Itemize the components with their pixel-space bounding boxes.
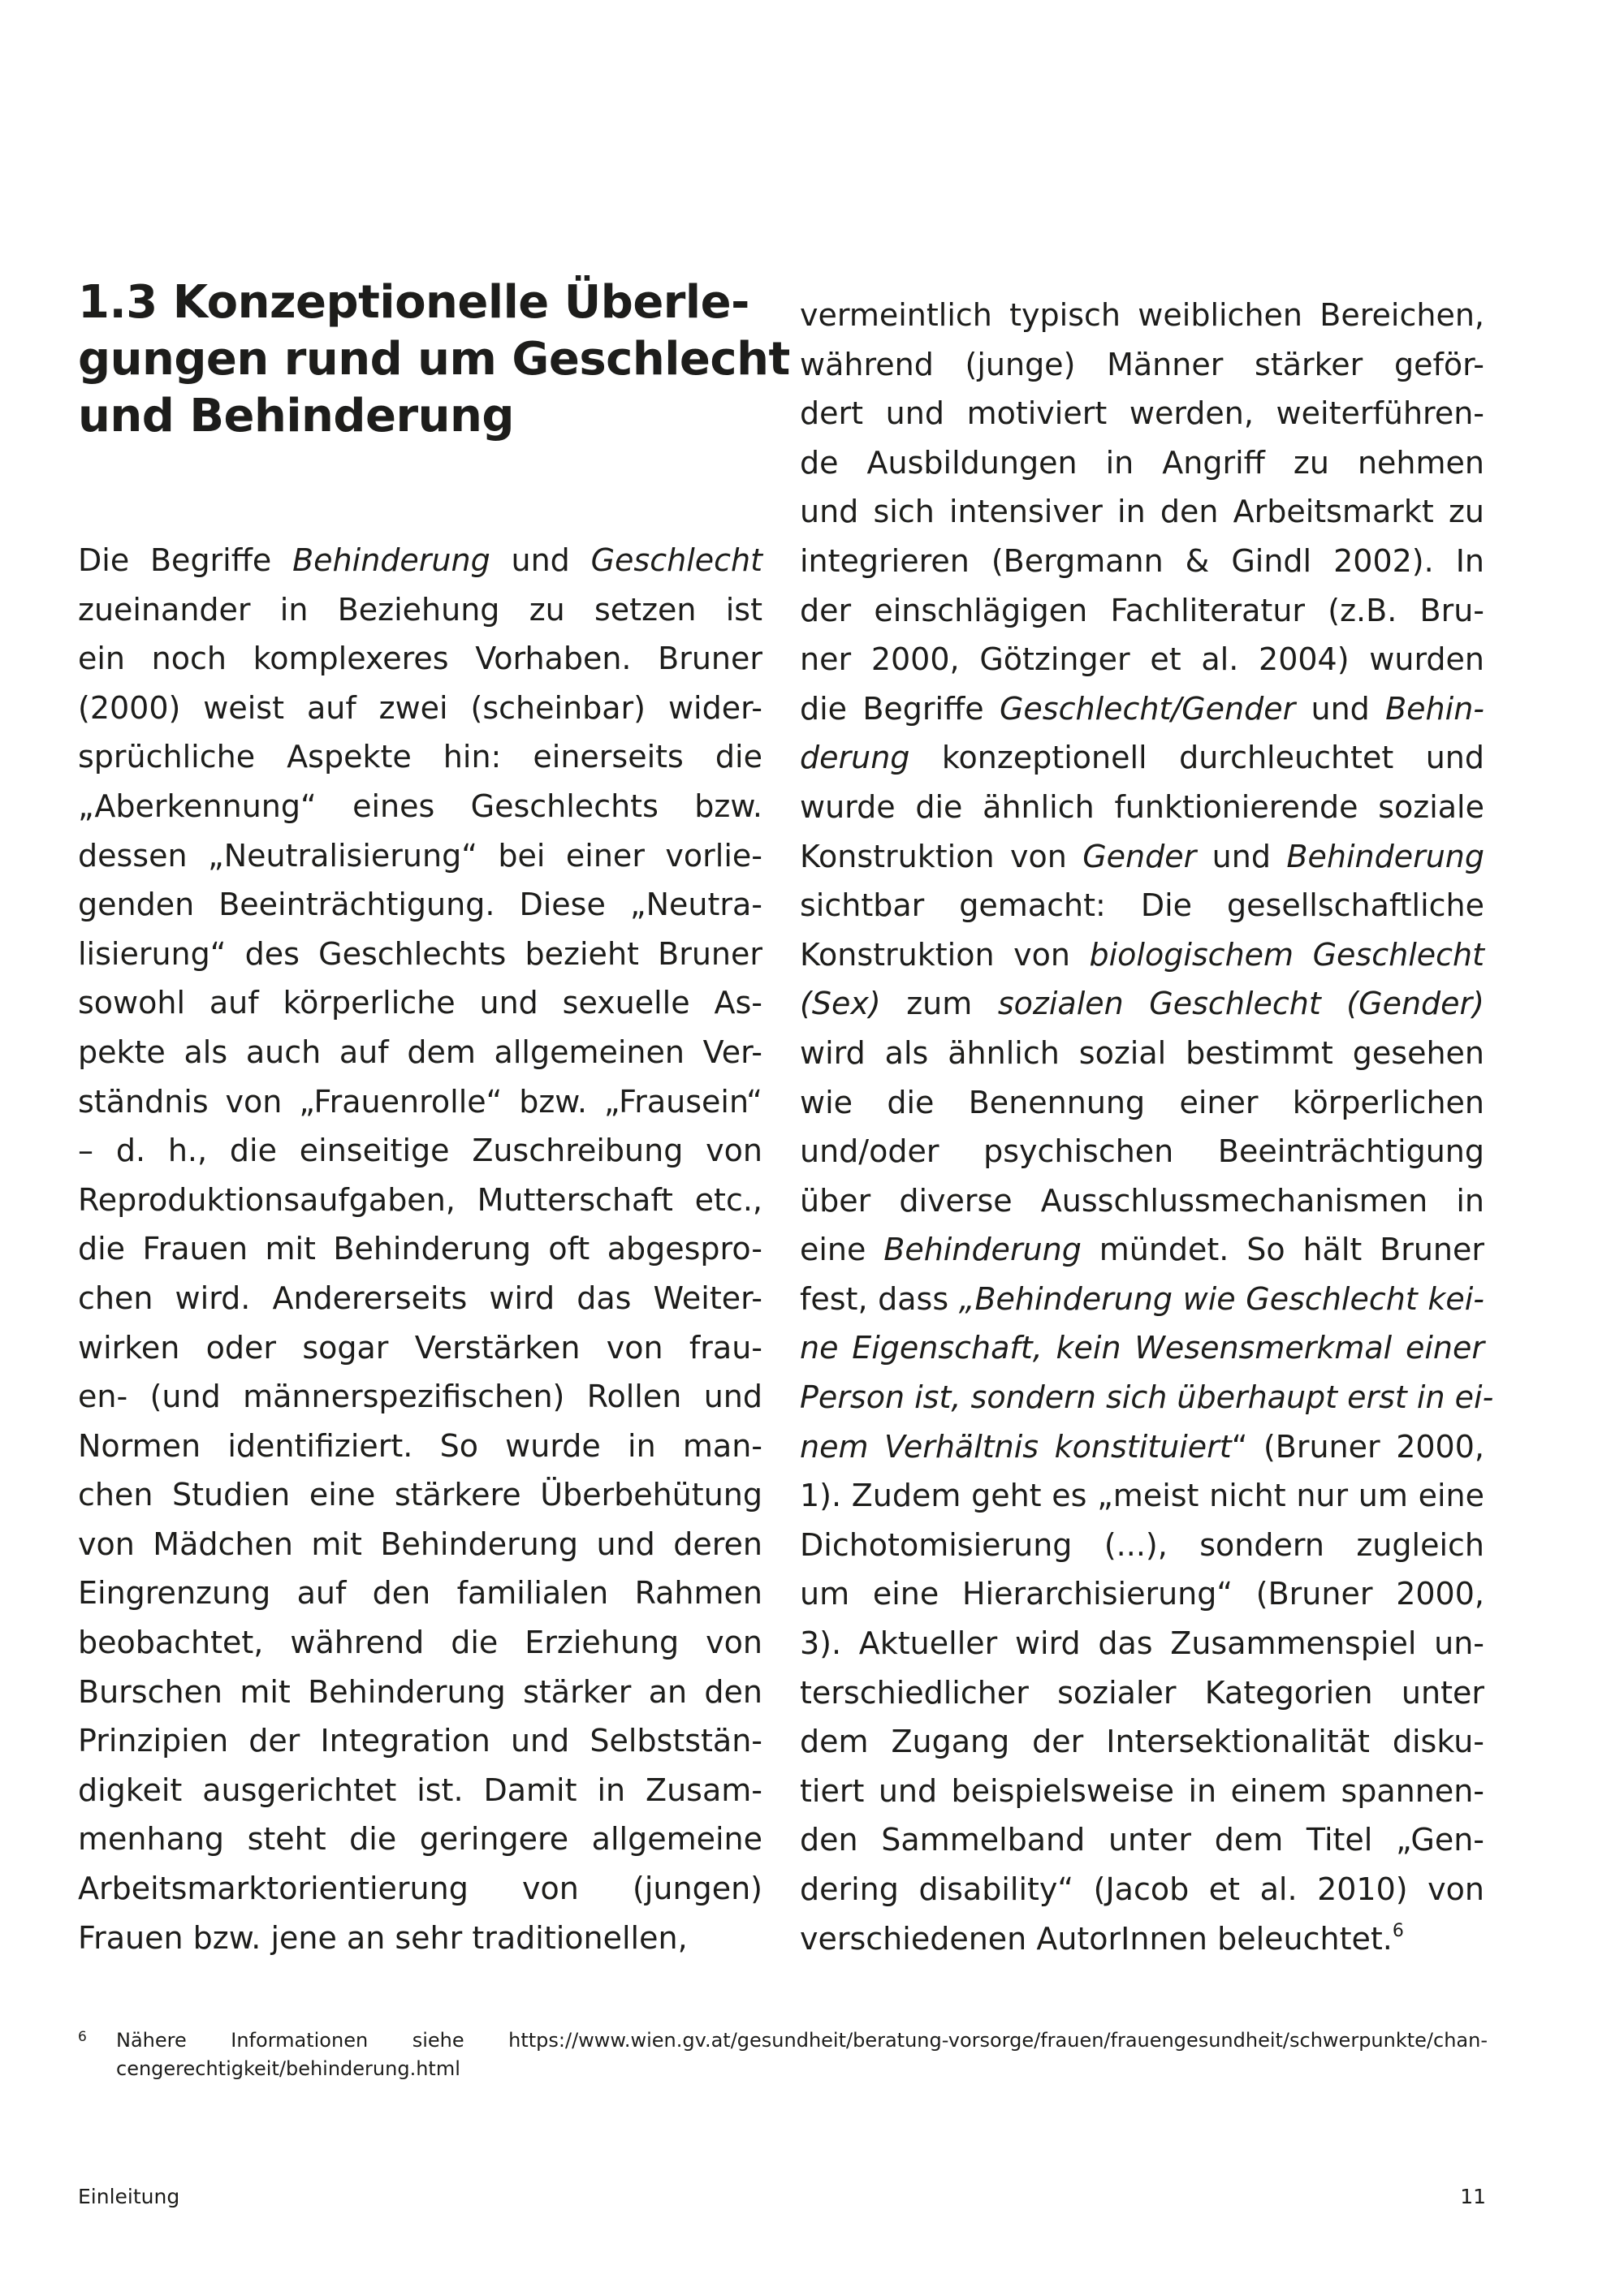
text-line <box>800 1521 1484 1570</box>
footnote-line: Nähere Informationen siehe https://www.wien.gv.at/gesundheit/beratung-vorsorge/frauen/frauengesundheit/schwerpunkte/chan- <box>116 2029 1488 2052</box>
text-run: dert und motiviert werden, weiterführen- <box>800 395 1484 432</box>
title-line: 1.3 Konzeptionelle Überle- <box>78 276 749 329</box>
text-run: genden Beeinträchtigung. Diese „Neutra- <box>78 887 762 923</box>
text-run: fest, dass <box>800 1280 959 1317</box>
text-line <box>800 487 1484 537</box>
text-run: Die Begriffe <box>78 542 293 578</box>
text-run: dem Zugang der Intersektionalität disku- <box>800 1724 1484 1760</box>
text-line <box>800 389 1484 438</box>
text-run: und sich intensiver in den Arbeitsmarkt zu <box>800 494 1484 530</box>
emphasis: Behinderung <box>1286 838 1484 874</box>
text-line <box>800 1471 1484 1521</box>
text-line <box>78 1864 762 1914</box>
text-line <box>78 1470 762 1520</box>
text-run: verschiedenen AutorInnen beleuchtet. <box>800 1920 1393 1957</box>
text-run: 3). Aktueller wird das Zusammenspiel un- <box>800 1625 1484 1662</box>
text-run: ein noch komplexeres Vorhaben. Bruner <box>78 641 762 677</box>
text-run: den Sammelband unter dem Titel „Gen- <box>800 1822 1484 1858</box>
text-line <box>78 831 762 881</box>
text-line <box>78 1618 762 1668</box>
text-run: Reproduktionsaufgaben, Mutterschaft etc., <box>78 1181 762 1218</box>
text-run: dering disability“ (Jacob et al. 2010) von <box>800 1871 1484 1907</box>
text-run: von Mädchen mit Behinderung und deren <box>78 1526 762 1562</box>
text-run: digkeit ausgerichtet ist. Damit in Zusam- <box>78 1772 762 1808</box>
text-run: wie die Benennung einer körperlichen <box>800 1084 1484 1120</box>
text-run: chen Studien eine stärkere Überbehütung <box>78 1477 762 1513</box>
text-run: über diverse Ausschlussmechanismen in <box>800 1182 1484 1219</box>
text-line <box>78 1815 762 1864</box>
text-line <box>800 881 1484 930</box>
text-line <box>78 585 762 635</box>
emphasis: derung <box>800 740 910 776</box>
text-line <box>78 684 762 733</box>
text-run: der einschlägigen Fachliteratur (z.B. Bru- <box>800 592 1484 628</box>
text-run: sowohl auf körperliche und sexuelle As- <box>78 985 762 1021</box>
text-line <box>800 1225 1484 1275</box>
text-run: um eine Hierarchisierung“ (Bruner 2000, <box>800 1576 1484 1612</box>
title-line: gungen rund um Geschlecht <box>78 333 790 386</box>
text-line <box>800 1323 1484 1373</box>
text-line <box>78 782 762 831</box>
text-run: Dichotomisierung (...), sondern zugleich <box>800 1526 1484 1563</box>
footnote <box>78 2026 1488 2083</box>
text-run: und <box>1196 838 1287 874</box>
emphasis: Behinderung <box>292 542 490 578</box>
footnote-reference[interactable]: 6 <box>1392 1920 1404 1941</box>
text-run: beobachtet, während die Erziehung von <box>78 1625 762 1661</box>
text-line <box>78 634 762 684</box>
text-run: wurde die ähnlich funktionierende soziale <box>800 788 1484 825</box>
emphasis: nem Verhältnis konstituiert <box>800 1428 1232 1465</box>
running-footer-section: Einleitung <box>78 2185 180 2208</box>
footnote-number: 6 <box>78 2029 87 2045</box>
text-line <box>78 1668 762 1717</box>
text-run: pekte als auch auf dem allgemeinen Ver- <box>78 1034 762 1070</box>
text-line <box>800 930 1484 980</box>
emphasis: ne Eigenschaft, kein Wesensmerkmal einer <box>800 1330 1484 1366</box>
text-run: eine <box>800 1232 884 1268</box>
text-run: Frauen bzw. jene an sehr traditionellen, <box>78 1919 688 1956</box>
text-line <box>78 1422 762 1471</box>
text-run: Arbeitsmarktorientierung von (jungen) <box>78 1871 762 1907</box>
emphasis: sozialen Geschlecht (Gender) <box>997 986 1484 1022</box>
text-run: konzeptionell durchleuchtet und <box>909 740 1484 776</box>
text-run: die Begriffe <box>800 690 1000 727</box>
text-line <box>800 832 1484 882</box>
emphasis: biologischem Geschlecht <box>1089 936 1485 973</box>
text-line <box>78 1126 762 1176</box>
text-line <box>800 1619 1484 1668</box>
text-line <box>800 733 1484 783</box>
text-run: zum <box>880 986 998 1022</box>
text-line <box>800 1275 1484 1324</box>
text-run: Normen identifiziert. So wurde in man- <box>78 1427 762 1464</box>
text-line <box>800 1422 1484 1472</box>
text-run: terschiedlicher sozialer Kategorien unter <box>800 1674 1484 1711</box>
text-run: und <box>1295 690 1386 727</box>
text-run: en- (und männerspezifischen) Rollen und <box>78 1379 762 1415</box>
text-run: (2000) weist auf zwei (scheinbar) wider- <box>78 689 762 726</box>
text-run: vermeintlich typisch weiblichen Bereichen, <box>800 297 1484 333</box>
text-run: “ (Bruner 2000, <box>1231 1428 1484 1465</box>
text-line <box>800 1815 1484 1865</box>
text-run: chen wird. Andererseits wird das Weiter- <box>78 1280 762 1316</box>
text-run: menhang steht die geringere allgemeine <box>78 1821 762 1858</box>
text-run: lisierung“ des Geschlechts bezieht Bruner <box>78 935 762 972</box>
text-line <box>800 1668 1484 1718</box>
emphasis: Geschlecht/Gender <box>999 690 1296 727</box>
text-line <box>78 930 762 979</box>
text-line <box>800 1078 1484 1128</box>
emphasis: Gender <box>1082 838 1197 874</box>
text-line <box>78 1569 762 1618</box>
text-run: Konstruktion von <box>800 838 1083 874</box>
text-run: Burschen mit Behinderung stärker an den <box>78 1673 762 1710</box>
text-run: sprüchliche Aspekte hin: einerseits die <box>78 739 762 775</box>
text-line <box>78 1766 762 1815</box>
text-line <box>800 1865 1484 1914</box>
text-line <box>800 979 1484 1029</box>
text-line <box>800 340 1484 390</box>
text-line <box>800 1767 1484 1816</box>
text-line <box>78 1520 762 1569</box>
text-run: dessen „Neutralisierung“ bei einer vorlie- <box>78 837 762 874</box>
text-line <box>78 732 762 782</box>
text-run: 1). Zudem geht es „meist nicht nur um eine <box>800 1478 1484 1514</box>
text-line <box>78 1716 762 1766</box>
text-line <box>800 783 1484 832</box>
text-line <box>800 635 1484 684</box>
text-line <box>800 684 1484 734</box>
title-line: und Behinderung <box>78 390 514 442</box>
emphasis: Behinderung <box>883 1232 1082 1268</box>
page-title <box>78 274 790 445</box>
text-run: mündet. So hält Bruner <box>1081 1232 1484 1268</box>
text-line <box>78 978 762 1028</box>
text-line <box>800 537 1484 586</box>
text-line <box>78 1176 762 1225</box>
text-line <box>800 586 1484 636</box>
text-line <box>78 880 762 930</box>
body-column-right <box>800 291 1494 1963</box>
text-line <box>78 536 762 585</box>
footnote-line: cengerechtigkeit/behinderung.html <box>116 2057 460 2080</box>
text-line <box>800 438 1484 488</box>
body-column-left <box>78 536 762 1962</box>
text-line <box>800 1029 1484 1078</box>
text-line <box>78 1224 762 1274</box>
text-run: wird als ähnlich sozial bestimmt gesehen <box>800 1034 1484 1071</box>
text-run: Eingrenzung auf den familialen Rahmen <box>78 1575 762 1612</box>
text-run: tiert und beispielsweise in einem spannen- <box>800 1772 1484 1809</box>
text-run: sichtbar gemacht: Die gesellschaftliche <box>800 887 1484 924</box>
text-line <box>78 1372 762 1422</box>
text-run: „Aberkennung“ eines Geschlechts bzw. <box>78 788 762 824</box>
text-line <box>78 1028 762 1077</box>
emphasis: Geschlecht <box>590 542 763 578</box>
emphasis: Behin- <box>1385 690 1484 727</box>
emphasis: „Behinderung wie Geschlecht kei- <box>958 1280 1484 1317</box>
emphasis: (Sex) <box>800 986 881 1022</box>
text-run: ner 2000, Götzinger et al. 2004) wurden <box>800 641 1484 678</box>
text-run: Prinzipien der Integration und Selbststän- <box>78 1723 762 1759</box>
text-line <box>78 1274 762 1323</box>
text-line <box>800 1569 1484 1619</box>
text-line <box>800 1176 1484 1226</box>
text-run: die Frauen mit Behinderung oft abgespro- <box>78 1231 762 1267</box>
text-line <box>78 1914 762 1963</box>
text-run: und/oder psychischen Beeinträchtigung <box>800 1133 1484 1170</box>
text-run: integrieren (Bergmann & Gindl 2002). In <box>800 542 1484 579</box>
text-run: de Ausbildungen in Angriff zu nehmen <box>800 444 1484 481</box>
text-run: ständnis von „Frauenrolle“ bzw. „Frausein“ <box>78 1083 762 1120</box>
text-run: wirken oder sogar Verstärken von frau- <box>78 1329 762 1366</box>
text-line <box>78 1077 762 1127</box>
page-number: 11 <box>1460 2185 1486 2208</box>
text-line <box>800 1914 1484 1964</box>
text-run: zueinander in Beziehung zu setzen ist <box>78 591 762 628</box>
text-line <box>800 1127 1484 1176</box>
text-run: und <box>490 542 591 578</box>
text-run: – d. h., die einseitige Zuschreibung von <box>78 1133 762 1169</box>
text-line <box>800 1373 1494 1422</box>
text-line <box>800 291 1484 340</box>
text-run: während (junge) Männer stärker geför- <box>800 346 1484 382</box>
text-run: Konstruktion von <box>800 936 1090 973</box>
emphasis: Person ist, sondern sich überhaupt erst in ei- <box>800 1379 1494 1416</box>
text-line <box>78 1323 762 1373</box>
text-line <box>800 1717 1484 1767</box>
